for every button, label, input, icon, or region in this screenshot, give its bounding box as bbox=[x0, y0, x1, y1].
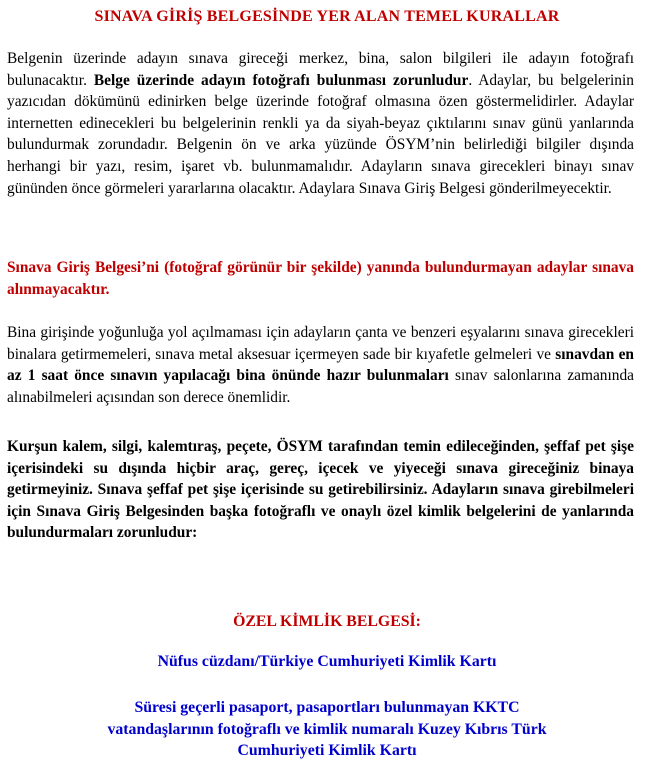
id-item-line: vatandaşlarının fotoğraflı ve kimlik numaralı Kuzey Kıbrıs Türk bbox=[107, 720, 547, 738]
id-item-line: Süresi geçerli pasaport, pasaportları bulunmayan KKTC bbox=[134, 699, 520, 716]
paragraph-arrival-rules bbox=[7, 322, 634, 408]
paragraph-emphasis: sınavdan en az 1 saat önce sınavın yapılacağı bina önünde hazır bulunmaları bbox=[7, 345, 634, 385]
id-section-heading: ÖZEL KİMLİK BELGESİ: bbox=[233, 613, 421, 630]
warning-paragraph: Sınava Giriş Belgesi’ni (fotoğraf görünür bir şekilde) yanında bulundurmayan adaylar sınava alınmayacaktır. bbox=[7, 259, 634, 298]
id-item-line: Cumhuriyeti Kimlik Kartı bbox=[237, 742, 417, 760]
id-item-passport bbox=[0, 697, 654, 762]
paragraph-text: sınav salonlarına zamanında alınabilmeleri açısından son derece önemlidir. bbox=[7, 367, 634, 406]
paragraph-photo-requirement bbox=[7, 48, 634, 199]
page-title: SINAVA GİRİŞ BELGESİNDE YER ALAN TEMEL KURALLAR bbox=[94, 8, 560, 25]
id-item-national-id: Nüfus cüzdanı/Türkiye Cumhuriyeti Kimlik Kartı bbox=[157, 653, 497, 670]
paragraph-text: Belgenin üzerinde adayın sınava gireceği merkez, bina, salon bilgileri ile adayın fotoğrafı bulunacaktır. bbox=[7, 50, 634, 89]
paragraph-allowed-items: Kurşun kalem, silgi, kalemtıraş, peçete, ÖSYM tarafından temin edileceğinden, şeffaf pet şişe içerisindeki su dışında hiçbir araç, gereç, içecek ve yiyeceği sınava gireceğiniz binaya getirmeyiniz. Sınava şeffaf pet şişe içerisinde su getirebilirsiniz. Adayların sınava girebilmeleri için Sınava Giriş Belgesinden başka fotoğraflı ve onaylı özel kimlik belgelerini de yanlarında bulundurmaları zorunludur: bbox=[7, 438, 634, 542]
paragraph-emphasis: Belge üzerinde adayın fotoğrafı bulunması zorunludur bbox=[93, 71, 469, 89]
paragraph-text: Bina girişinde yoğunluğa yol açılmaması için adayların çanta ve benzeri eşyalarını sınava girecekleri binalara getirmemeleri, sınava metal aksesuar içermeyen sade bir kıyafetle gelmeleri ve bbox=[7, 324, 634, 363]
paragraph-text: . Adaylar, bu belgelerinin yazıcıdan dökümünü edinirken belge üzerinde fotoğraf olmasına özen göstermelidirler. Adaylar internetten edinecekleri bu belgelerinin renkli ya da siyah-beyaz çıktılarını sınav günü yanlarında bulundurmak zorundadır. Belgenin ön ve arka yüzünde ÖSYM’nin belirlediği bilgiler dışında herhangi bir yazı, resim, işaret vb. bulunmamalıdır. Adayların sınava girecekleri binayı sınav gününden önce görmeleri yararlarına olacaktır. Adaylara Sınava Giriş Belgesi gönderilmeyecektir. bbox=[7, 71, 634, 197]
